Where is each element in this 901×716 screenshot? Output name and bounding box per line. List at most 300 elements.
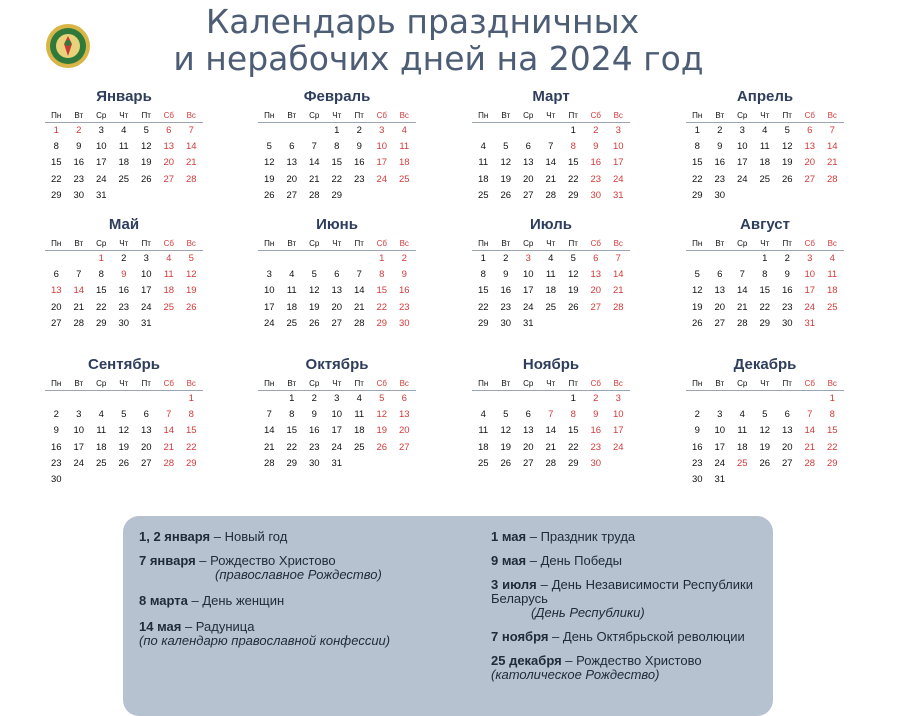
day-cell: 31	[804, 317, 816, 329]
weekday-header: Вт	[281, 378, 304, 391]
holiday-item: 8 марта – День женщин	[139, 593, 285, 608]
day-cell: 16	[500, 285, 512, 297]
empty-cell	[258, 123, 281, 139]
day-cell: 24	[612, 441, 624, 453]
day-cell: 7	[807, 409, 813, 421]
day-cell: 6	[784, 409, 790, 421]
day-cell: 2	[503, 253, 509, 264]
day-cell: 13	[286, 157, 298, 169]
month-grid	[45, 238, 203, 332]
month-grid	[45, 110, 203, 204]
month-calendar	[45, 356, 203, 488]
holiday-item: 1 мая – Праздник труда	[491, 529, 636, 544]
day-cell: 23	[353, 173, 365, 185]
day-cell: 27	[163, 173, 175, 185]
weekday-header: Вс	[607, 378, 630, 391]
weekday-header: Вс	[393, 378, 416, 391]
empty-cell	[68, 391, 91, 407]
weekday-header: Пн	[258, 238, 281, 251]
day-cell: 14	[353, 285, 365, 297]
day-cell: 11	[354, 409, 365, 421]
day-cell: 31	[140, 317, 152, 329]
weekday-header: Ср	[303, 378, 326, 391]
day-cell: 14	[612, 269, 624, 281]
day-cell: 12	[376, 409, 388, 421]
weekday-header: Чт	[540, 110, 563, 123]
day-cell: 11	[759, 141, 770, 153]
weekday-header: Пт	[776, 110, 799, 123]
day-cell: 22	[286, 441, 298, 453]
day-cell: 10	[95, 141, 107, 153]
day-cell: 28	[612, 301, 624, 313]
day-cell: 7	[76, 269, 82, 281]
weekday-header: Вт	[709, 110, 732, 123]
day-cell: 18	[477, 441, 489, 453]
day-cell: 6	[334, 269, 340, 281]
day-cell: 12	[308, 285, 320, 297]
day-cell: 8	[762, 269, 768, 281]
day-cell: 6	[525, 409, 531, 421]
day-cell: 23	[73, 173, 85, 185]
day-cell: 22	[567, 441, 579, 453]
weekday-header: Пт	[348, 110, 371, 123]
day-cell: 9	[593, 141, 599, 153]
day-cell: 10	[140, 269, 152, 281]
weekday-header: Чт	[113, 110, 136, 123]
day-cell: 27	[590, 301, 602, 313]
day-cell: 3	[615, 125, 621, 136]
day-cell: 15	[50, 157, 62, 169]
weekday-header: Ср	[90, 110, 113, 123]
day-cell: 21	[73, 301, 85, 313]
weekday-header: Чт	[754, 238, 777, 251]
day-cell: 25	[477, 189, 489, 201]
day-cell: 13	[163, 141, 175, 153]
month-grid	[472, 378, 630, 472]
day-cell: 29	[691, 189, 703, 201]
weekday-header: Ср	[517, 110, 540, 123]
day-cell: 23	[398, 301, 410, 313]
day-cell: 27	[781, 457, 793, 469]
day-cell: 4	[739, 409, 745, 421]
day-cell: 2	[121, 253, 127, 264]
day-cell: 29	[567, 189, 579, 201]
weekday-header: Вт	[68, 110, 91, 123]
month-name: Октябрь	[305, 356, 369, 373]
day-cell: 22	[95, 301, 107, 313]
day-cell: 4	[98, 409, 104, 421]
month-calendar	[258, 216, 416, 332]
weekday-header: Пт	[562, 238, 585, 251]
day-cell: 22	[376, 301, 388, 313]
page-title-line2: и нерабочих дней на 2024 год	[173, 39, 704, 78]
month-name: Август	[740, 216, 790, 233]
day-cell: 21	[163, 441, 175, 453]
weekday-header: Пн	[45, 238, 68, 251]
empty-cell	[540, 123, 563, 139]
month-name: Ноябрь	[522, 356, 580, 373]
day-cell: 6	[143, 409, 149, 421]
day-cell: 16	[781, 285, 793, 297]
weekday-header: Пт	[135, 110, 158, 123]
weekday-header: Сб	[371, 378, 394, 391]
day-cell: 1	[694, 125, 700, 136]
day-cell: 21	[545, 441, 557, 453]
weekday-header: Вт	[495, 238, 518, 251]
day-cell: 14	[163, 425, 175, 437]
month-grid	[686, 110, 844, 204]
weekday-header: Пт	[348, 378, 371, 391]
day-cell: 15	[567, 157, 579, 169]
day-cell: 2	[356, 125, 362, 136]
weekday-header: Вт	[68, 238, 91, 251]
day-cell: 20	[331, 301, 343, 313]
day-cell: 4	[356, 393, 362, 404]
weekday-header: Вс	[607, 110, 630, 123]
month-calendar	[472, 356, 630, 472]
day-cell: 12	[118, 425, 130, 437]
weekday-header: Сб	[371, 110, 394, 123]
weekday-header: Сб	[585, 110, 608, 123]
day-cell: 18	[736, 441, 748, 453]
day-cell: 21	[612, 285, 624, 297]
empty-cell	[776, 391, 799, 407]
day-cell: 9	[356, 141, 362, 153]
day-cell: 20	[140, 441, 152, 453]
month-name: Сентябрь	[88, 356, 160, 373]
day-cell: 27	[140, 457, 152, 469]
day-cell: 19	[759, 441, 771, 453]
day-cell: 15	[691, 157, 703, 169]
empty-cell	[113, 391, 136, 407]
day-cell: 7	[615, 253, 621, 264]
holiday-item: 14 мая – Радуница (по календарю православной конфессии)	[139, 619, 391, 648]
day-cell: 2	[694, 409, 700, 421]
day-cell: 31	[522, 317, 534, 329]
day-cell: 27	[50, 317, 62, 329]
day-cell: 18	[477, 173, 489, 185]
day-cell: 24	[73, 457, 85, 469]
day-cell: 1	[570, 125, 576, 136]
day-cell: 7	[548, 141, 554, 153]
day-cell: 15	[331, 157, 343, 169]
day-cell: 4	[480, 141, 486, 153]
day-cell: 3	[807, 253, 813, 264]
day-cell: 10	[263, 285, 275, 297]
day-cell: 5	[311, 269, 317, 281]
day-cell: 11	[399, 141, 410, 153]
weekday-header: Пн	[686, 238, 709, 251]
day-cell: 14	[804, 425, 816, 437]
day-cell: 17	[73, 441, 85, 453]
day-cell: 27	[804, 173, 816, 185]
day-cell: 17	[140, 285, 152, 297]
month-name: Январь	[96, 88, 152, 105]
day-cell: 3	[76, 409, 82, 421]
day-cell: 5	[143, 125, 149, 136]
day-cell: 10	[73, 425, 85, 437]
weekday-header: Ср	[517, 238, 540, 251]
day-cell: 9	[717, 141, 723, 153]
day-cell: 8	[379, 269, 385, 281]
day-cell: 13	[804, 141, 816, 153]
day-cell: 30	[781, 317, 793, 329]
day-cell: 24	[263, 317, 275, 329]
day-cell: 19	[500, 441, 512, 453]
empty-cell	[686, 391, 709, 407]
day-cell: 30	[73, 189, 85, 201]
weekday-header: Чт	[326, 110, 349, 123]
day-cell: 25	[545, 301, 557, 313]
day-cell: 5	[784, 125, 790, 136]
weekday-header: Чт	[754, 378, 777, 391]
day-cell: 14	[545, 425, 557, 437]
day-cell: 25	[736, 457, 748, 469]
day-cell: 5	[121, 409, 127, 421]
day-cell: 20	[781, 441, 793, 453]
day-cell: 26	[500, 189, 512, 201]
month-calendar	[686, 356, 844, 488]
weekday-header: Ср	[731, 110, 754, 123]
day-cell: 17	[612, 425, 624, 437]
day-cell: 31	[612, 189, 624, 201]
day-cell: 8	[289, 409, 295, 421]
day-cell: 16	[590, 157, 602, 169]
day-cell: 1	[570, 393, 576, 404]
weekday-header: Вс	[393, 238, 416, 251]
day-cell: 24	[140, 301, 152, 313]
day-cell: 27	[331, 317, 343, 329]
day-cell: 13	[714, 285, 726, 297]
day-cell: 1	[379, 253, 385, 264]
day-cell: 7	[548, 409, 554, 421]
empty-cell	[303, 251, 326, 267]
month-grid	[472, 110, 630, 204]
day-cell: 16	[691, 441, 703, 453]
day-cell: 29	[50, 189, 62, 201]
day-cell: 6	[401, 393, 407, 404]
day-cell: 17	[612, 157, 624, 169]
empty-cell	[348, 251, 371, 267]
day-cell: 13	[522, 157, 534, 169]
day-cell: 18	[759, 157, 771, 169]
day-cell: 7	[311, 141, 317, 153]
day-cell: 10	[612, 409, 624, 421]
day-cell: 25	[286, 317, 298, 329]
month-name: Декабрь	[733, 356, 797, 373]
day-cell: 29	[185, 457, 197, 469]
holiday-item: 7 ноября – День Октябрьской революции	[491, 629, 745, 644]
weekday-header: Вс	[821, 378, 844, 391]
weekday-header: Ср	[303, 110, 326, 123]
day-cell: 14	[545, 157, 557, 169]
month-grid	[472, 238, 630, 332]
empty-cell	[754, 391, 777, 407]
day-cell: 5	[188, 253, 194, 264]
day-cell: 28	[353, 317, 365, 329]
day-cell: 8	[98, 269, 104, 281]
day-cell: 1	[829, 393, 835, 404]
empty-cell	[303, 123, 326, 139]
day-cell: 19	[691, 301, 703, 313]
day-cell: 18	[286, 301, 298, 313]
day-cell: 4	[166, 253, 172, 264]
day-cell: 30	[500, 317, 512, 329]
day-cell: 14	[736, 285, 748, 297]
day-cell: 4	[121, 125, 127, 136]
day-cell: 18	[95, 441, 107, 453]
day-cell: 12	[691, 285, 703, 297]
weekday-header: Чт	[113, 238, 136, 251]
day-cell: 14	[73, 285, 85, 297]
empty-cell	[135, 391, 158, 407]
month-grid	[258, 378, 416, 472]
weekday-header: Ср	[731, 238, 754, 251]
day-cell: 31	[95, 189, 107, 201]
weekday-header: Вт	[709, 378, 732, 391]
day-cell: 7	[829, 125, 835, 136]
day-cell: 12	[140, 141, 152, 153]
day-cell: 8	[570, 409, 576, 421]
day-cell: 3	[98, 125, 104, 136]
day-cell: 23	[590, 173, 602, 185]
day-cell: 8	[829, 409, 835, 421]
weekday-header: Вт	[68, 378, 91, 391]
day-cell: 26	[140, 173, 152, 185]
weekday-header: Вс	[180, 378, 203, 391]
weekday-header: Вс	[180, 110, 203, 123]
day-cell: 5	[570, 253, 576, 264]
day-cell: 2	[593, 125, 599, 136]
day-cell: 19	[781, 157, 793, 169]
day-cell: 20	[398, 425, 410, 437]
day-cell: 7	[356, 269, 362, 281]
day-cell: 15	[286, 425, 298, 437]
day-cell: 19	[567, 285, 579, 297]
month-calendar	[258, 88, 416, 204]
holidays-left-column	[139, 530, 457, 658]
day-cell: 20	[50, 301, 62, 313]
day-cell: 8	[334, 141, 340, 153]
day-cell: 18	[163, 285, 175, 297]
day-cell: 9	[53, 425, 59, 437]
month-name: Апрель	[736, 88, 794, 105]
empty-cell	[90, 391, 113, 407]
day-cell: 19	[118, 441, 130, 453]
day-cell: 26	[691, 317, 703, 329]
day-cell: 5	[503, 141, 509, 153]
day-cell: 27	[714, 317, 726, 329]
month-calendar	[472, 88, 630, 204]
day-cell: 20	[714, 301, 726, 313]
day-cell: 17	[331, 425, 343, 437]
weekday-header: Пн	[472, 238, 495, 251]
day-cell: 13	[590, 269, 602, 281]
day-cell: 7	[266, 409, 272, 421]
weekday-header: Ср	[303, 238, 326, 251]
day-cell: 6	[717, 269, 723, 281]
day-cell: 12	[263, 157, 275, 169]
day-cell: 7	[166, 409, 172, 421]
day-cell: 2	[311, 393, 317, 404]
weekday-header: Ср	[90, 378, 113, 391]
day-cell: 4	[829, 253, 835, 264]
empty-cell	[326, 251, 349, 267]
day-cell: 15	[759, 285, 771, 297]
empty-cell	[258, 251, 281, 267]
day-cell: 19	[308, 301, 320, 313]
month-grid	[258, 110, 416, 204]
day-cell: 18	[398, 157, 410, 169]
day-cell: 16	[73, 157, 85, 169]
day-cell: 30	[714, 189, 726, 201]
weekday-header: Сб	[371, 238, 394, 251]
weekday-header: Сб	[158, 110, 181, 123]
weekday-header: Пн	[45, 378, 68, 391]
day-cell: 12	[500, 157, 512, 169]
weekday-header: Вс	[821, 110, 844, 123]
day-cell: 30	[308, 457, 320, 469]
day-cell: 30	[50, 473, 62, 485]
weekday-header: Сб	[799, 238, 822, 251]
day-cell: 13	[50, 285, 62, 297]
day-cell: 2	[401, 253, 407, 264]
weekday-header: Вс	[607, 238, 630, 251]
day-cell: 11	[545, 269, 556, 281]
day-cell: 29	[759, 317, 771, 329]
day-cell: 11	[118, 141, 129, 153]
day-cell: 18	[545, 285, 557, 297]
day-cell: 17	[522, 285, 534, 297]
day-cell: 26	[376, 441, 388, 453]
day-cell: 20	[590, 285, 602, 297]
day-cell: 28	[163, 457, 175, 469]
day-cell: 15	[567, 425, 579, 437]
day-cell: 8	[188, 409, 194, 421]
month-calendar	[45, 216, 203, 332]
day-cell: 25	[353, 441, 365, 453]
day-cell: 15	[376, 285, 388, 297]
day-cell: 25	[826, 301, 838, 313]
day-cell: 18	[118, 157, 130, 169]
weekday-header: Пт	[135, 378, 158, 391]
weekday-header: Пн	[686, 110, 709, 123]
day-cell: 13	[140, 425, 152, 437]
day-cell: 13	[398, 409, 410, 421]
day-cell: 27	[522, 457, 534, 469]
day-cell: 24	[714, 457, 726, 469]
empty-cell	[731, 391, 754, 407]
day-cell: 12	[185, 269, 197, 281]
day-cell: 24	[612, 173, 624, 185]
weekday-header: Пт	[562, 378, 585, 391]
day-cell: 25	[118, 173, 130, 185]
weekday-header: Вт	[281, 238, 304, 251]
month-calendar	[45, 88, 203, 204]
day-cell: 14	[308, 157, 320, 169]
empty-cell	[158, 391, 181, 407]
day-cell: 9	[503, 269, 509, 281]
day-cell: 23	[781, 301, 793, 313]
day-cell: 15	[826, 425, 838, 437]
day-cell: 20	[522, 173, 534, 185]
weekday-header: Пт	[776, 378, 799, 391]
day-cell: 16	[714, 157, 726, 169]
month-grid	[45, 378, 203, 488]
day-cell: 18	[826, 285, 838, 297]
day-cell: 28	[185, 173, 197, 185]
day-cell: 9	[311, 409, 317, 421]
